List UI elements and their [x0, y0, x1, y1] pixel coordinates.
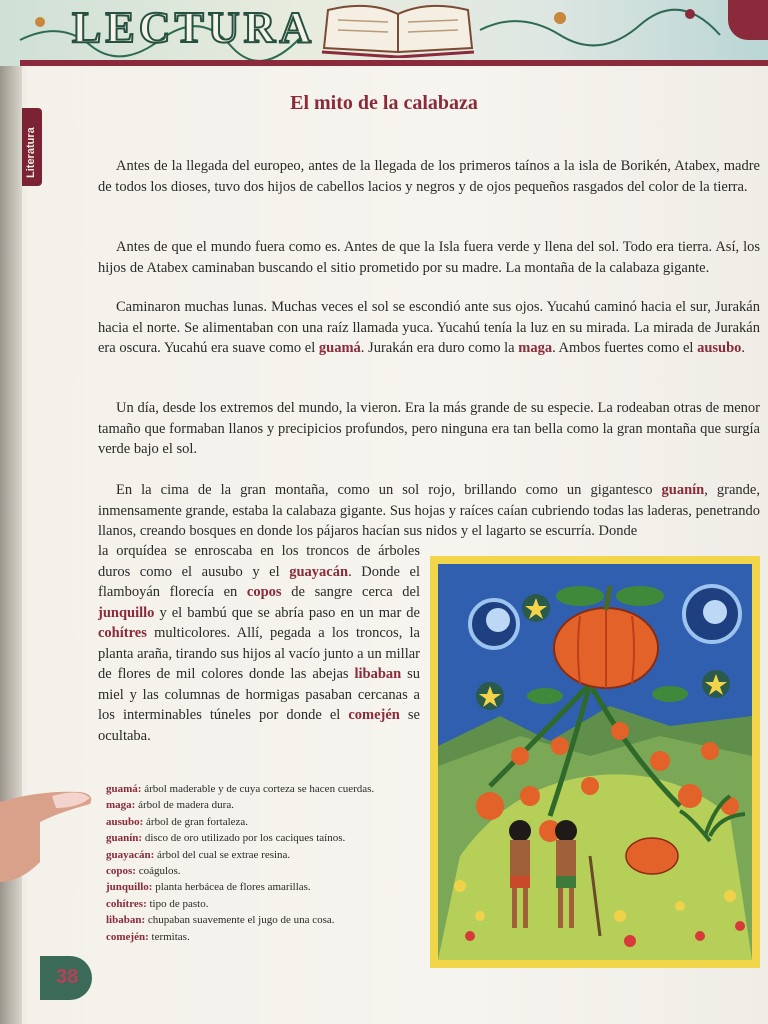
glossary-item	[106, 814, 426, 830]
paragraph-4-text: Un día, desde los extremos del mundo, la vieron. Era la más grande de su especie. La rodeaban otras de menor tamaño que formaban llanos y precipicios profundos, pero ninguna era tan bella como la gran montaña que surgía verde bajo el sol.	[98, 400, 760, 457]
vocab-word-libaban: libaban	[354, 666, 402, 682]
glossary-definition: árbol de madera dura.	[135, 799, 234, 812]
glossary-item	[106, 863, 426, 879]
paragraph-3-text: .	[741, 340, 746, 356]
paragraph-3-text: Caminaron muchas lunas. Muchas veces el sol se escondió ante sus ojos. Yucahú caminó hacia el sur, Jurakán hacia el norte. Se alimentaban con una raíz llamada yuca. Yucahú tenía la luz en su mirada. La mirada de Jurakán era oscura. Yucahú era suave como el	[98, 299, 760, 356]
glossary-definition: chupaban suavemente el jugo de una cosa.	[145, 914, 335, 927]
paragraph-2-text: Antes de que el mundo fuera como es. Antes de que la Isla fuera verde y llena del sol. Todo era tierra. Así, los hijos de Atabex caminaban buscando el sitio prometido por su madre. La montaña de la calabaza gigante.	[98, 239, 760, 276]
glossary-term: comején:	[106, 930, 149, 943]
paragraph-6-text: la orquídea se enroscaba en los troncos de árboles duros como el ausubo y el	[98, 543, 420, 580]
glossary-term: libaban:	[106, 914, 146, 927]
glossary-definition: planta herbácea de flores amarillas.	[152, 881, 311, 894]
vocab-word-maga: maga	[518, 340, 553, 356]
glossary-definition: termitas.	[148, 930, 190, 943]
glossary-term: copos:	[106, 865, 136, 878]
glossary-item	[106, 830, 426, 846]
paragraph-5-text: En la cima de la gran montaña, como un sol rojo, brillando como un gigantesco	[116, 482, 662, 498]
paragraph-5	[98, 480, 760, 542]
paragraph-6-text: y el bambú que se abría paso en un mar de	[154, 604, 420, 621]
story-title: El mito de la calabaza	[290, 92, 478, 114]
glossary-term: ausubo:	[106, 815, 144, 828]
paragraph-6-text: multicolores. Allí, pegada a los troncos, la planta araña, tirando sus hijos al vacío junto a un millar de flores de mil colores donde las abejas	[98, 625, 420, 682]
glossary-item	[106, 896, 426, 912]
paragraph-3	[98, 297, 760, 359]
paragraph-6-text: de sangre cerca del	[281, 584, 420, 600]
header-banner	[0, 0, 768, 66]
glossary-item	[106, 929, 426, 945]
paragraph-3-text: . Ambos fuertes como el	[552, 340, 698, 356]
page-number-tab	[40, 956, 92, 1000]
glossary-term: cohítres:	[106, 897, 147, 910]
vocab-word-ausubo: ausubo	[697, 340, 742, 356]
glossary-definition: árbol del cual se extrae resina.	[154, 848, 291, 861]
glossary-term: junquillo:	[106, 881, 153, 894]
glossary-definition: tipo de pasto.	[146, 897, 209, 910]
glossary-definition: árbol maderable y de cuya corteza se hacen cuerdas.	[141, 783, 375, 795]
paragraph-2	[98, 237, 760, 278]
glossary-list	[106, 781, 426, 945]
paragraph-6-text: se ocultaba.	[98, 707, 420, 744]
vocab-word-guanin: guanín	[661, 482, 705, 498]
paragraph-5-text: , grande, inmensamente grande, estaba la calabaza gigante. Sus hojas y raíces caían cubriendo todas las laderas, penetrando llanos, creando bosques en donde los pájaros hacían sus nidos y el lagarto se escurría. Donde	[98, 482, 760, 539]
glossary-term: maga:	[106, 799, 136, 812]
glossary-definition: coágulos.	[135, 865, 181, 878]
glossary-definition: disco de oro utilizado por los caciques taínos.	[142, 832, 346, 845]
open-book-icon	[318, 0, 478, 58]
corner-decoration	[728, 0, 768, 40]
header-rule	[20, 60, 768, 66]
page-number: 38	[56, 966, 79, 988]
glossary-term: guanín:	[106, 832, 143, 845]
paragraph-6-text: . Donde el flamboyán florecía en	[98, 563, 420, 600]
vocab-word-guama: guamá	[318, 340, 361, 356]
side-tab-label: Literatura	[25, 127, 37, 178]
section-title: LECTURA	[72, 3, 316, 52]
finger-photo-artifact	[0, 782, 95, 892]
glossary-item	[106, 781, 426, 797]
glossary-term: guamá:	[106, 783, 142, 795]
giant-pumpkin-illustration	[430, 556, 760, 968]
glossary-item	[106, 847, 426, 863]
paragraph-1-text: Antes de la llegada del europeo, antes de la llegada de los primeros taínos a la isla de Borikén, Atabex, madre de todos los dioses, tuvo dos hijos de cabellos lacios y negros y de ojos pequeños rasgados del color de la tierra.	[98, 158, 760, 195]
glossary-definition: árbol de gran fortaleza.	[143, 815, 249, 828]
paragraph-6	[98, 541, 420, 746]
vocab-word-junquillo: junquillo	[98, 604, 155, 621]
vocab-word-cohitres: cohítres	[98, 625, 147, 641]
paragraph-1	[98, 156, 760, 197]
paragraph-4	[98, 398, 760, 460]
glossary-item	[106, 879, 426, 895]
glossary-term: guayacán:	[106, 848, 155, 861]
vocab-word-guayacan: guayacán	[289, 563, 349, 580]
vocab-word-comejen: comején	[348, 707, 400, 723]
glossary-item	[106, 797, 426, 813]
paragraph-6-text: su miel y las columnas de hormigas pasaban cercanas a los interminables túneles por donde el	[98, 666, 420, 723]
glossary-item	[106, 912, 426, 928]
paragraph-3-text: . Jurakán era duro como la	[360, 340, 519, 356]
vocab-word-copos: copos	[246, 584, 282, 600]
